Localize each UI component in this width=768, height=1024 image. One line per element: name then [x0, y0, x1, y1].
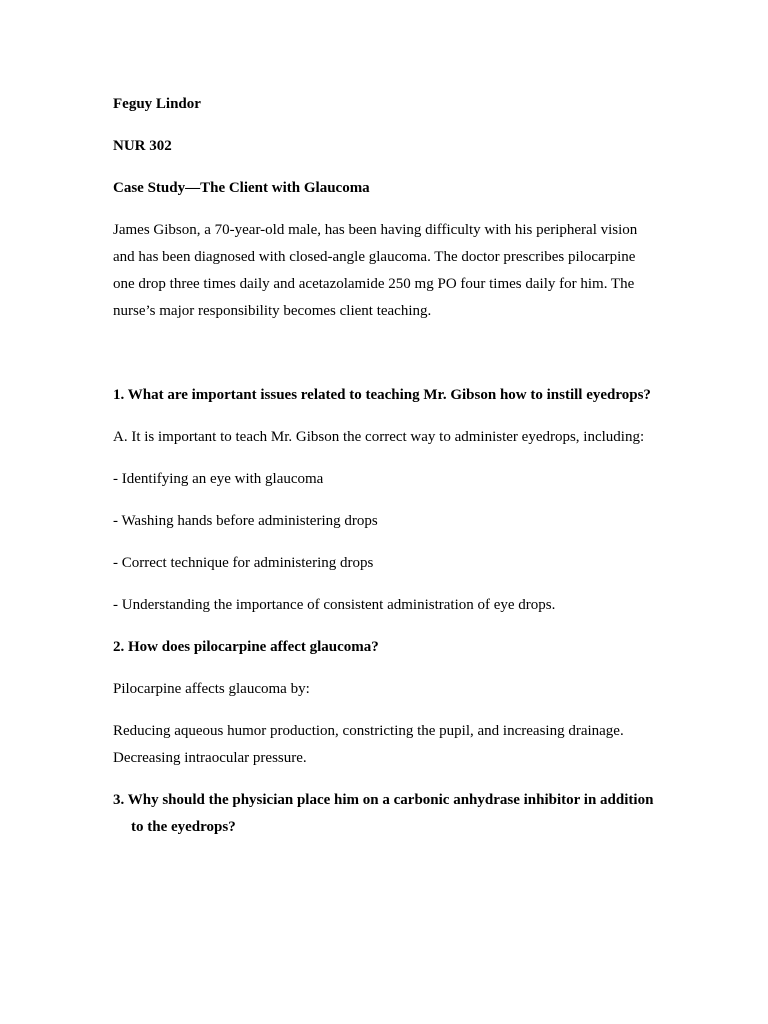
- author-name: Feguy Lindor: [113, 96, 201, 112]
- answer-2-intro: Pilocarpine affects glaucoma by:: [113, 681, 310, 697]
- answer-1: A. It is important to teach Mr. Gibson the correct way to administer eyedrops, including:: [113, 429, 645, 445]
- intro-paragraph: James Gibson, a 70-year-old male, has been having difficulty with his peripheral vision and has been diagnosed with closed-angle glaucoma. The doctor prescribes pilocarpine one drop three times daily and acetazolamide 250 mg PO four times daily for him. The nurse’s major responsibility becomes client teaching.: [113, 222, 638, 319]
- answer-1-item: - Washing hands before administering drops: [113, 513, 378, 529]
- question-1: 1. What are important issues related to teaching Mr. Gibson how to instill eyedrops?: [113, 387, 651, 403]
- course-code: NUR 302: [113, 138, 172, 154]
- answer-2-body: Reducing aqueous humor production, constricting the pupil, and increasing drainage. Decreasing intraocular pressure.: [113, 723, 624, 766]
- answer-1-item: - Understanding the importance of consistent administration of eye drops.: [113, 597, 556, 613]
- question-3: 3. Why should the physician place him on a carbonic anhydrase inhibitor in addition to the eyedrops?: [113, 792, 654, 835]
- answer-1-item: - Identifying an eye with glaucoma: [113, 471, 324, 487]
- document-title: Case Study—The Client with Glaucoma: [113, 180, 370, 196]
- answer-1-item: - Correct technique for administering drops: [113, 555, 374, 571]
- document-body: [113, 91, 658, 841]
- question-2: 2. How does pilocarpine affect glaucoma?: [113, 639, 379, 655]
